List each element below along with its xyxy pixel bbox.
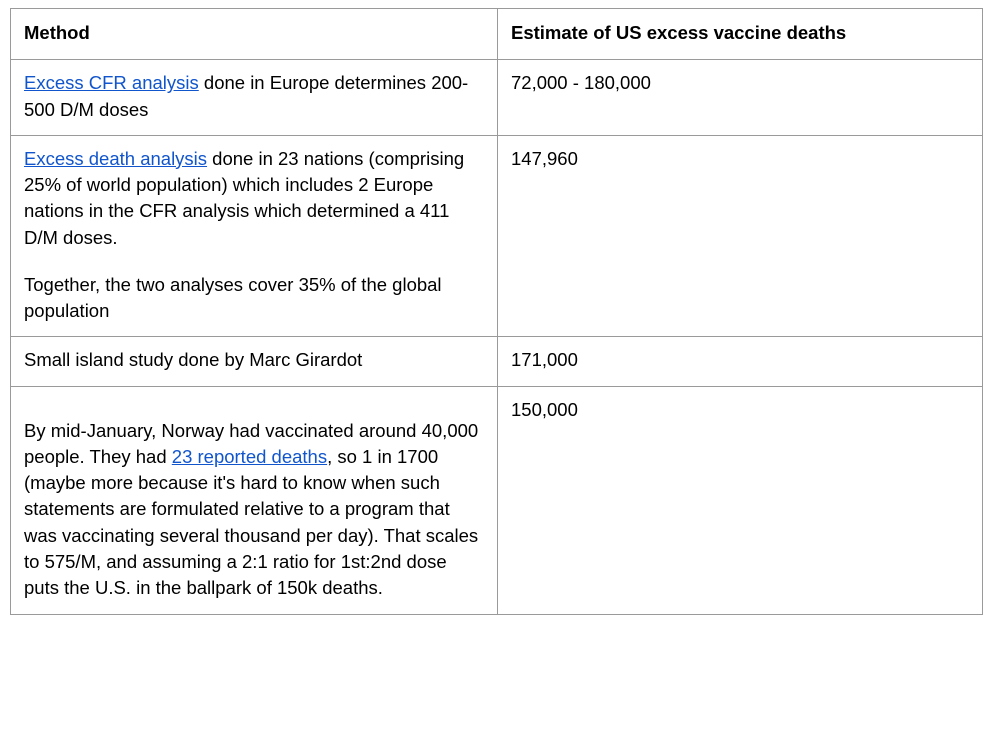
column-header-estimate: Estimate of US excess vaccine deaths: [498, 9, 983, 60]
estimate-value: 147,960: [511, 147, 578, 169]
table-row: [11, 337, 983, 386]
table-row: [11, 135, 983, 337]
estimate-value: 150,000: [511, 398, 578, 420]
cell-estimate: [498, 386, 983, 614]
cell-estimate: [498, 337, 983, 386]
estimate-value: 171,000: [511, 349, 578, 371]
cell-method: [11, 337, 498, 386]
cell-method: [11, 60, 498, 136]
method-text-after: , so 1 in 1700 (maybe more because it's hard to know when such statements are formulated relative to a program that was vaccinating several thousand per day). That scales to 575/M, and assuming a 2:1 ratio for 1st:2nd dose puts the U.S. in the ballpark of 150k deaths.: [24, 445, 479, 599]
method-paragraph-secondary: Together, the two analyses cover 35% of the global population: [24, 273, 442, 322]
excess-death-analysis-link[interactable]: Excess death analysis: [24, 147, 208, 169]
reported-deaths-link[interactable]: 23 reported deaths: [171, 445, 328, 467]
method-paragraph: [24, 418, 484, 602]
method-text: done in Europe determines 200-500 D/M doses: [24, 72, 469, 120]
column-header-method: Method: [11, 9, 498, 60]
table-row: [11, 386, 983, 614]
cell-method: [11, 135, 498, 337]
excess-vaccine-deaths-table: [10, 8, 983, 615]
excess-cfr-analysis-link[interactable]: Excess CFR analysis: [24, 72, 199, 94]
table-header-row: [11, 9, 983, 60]
estimate-value: 72,000 - 180,000: [511, 72, 651, 94]
table-header: [11, 9, 983, 60]
method-paragraph: [24, 70, 484, 123]
method-text-before: By mid-January, Norway had vaccinated around 40,000 people. They had: [24, 419, 479, 467]
table-row: [11, 60, 983, 136]
method-paragraph: Small island study done by Marc Girardot: [24, 349, 363, 371]
cell-estimate: [498, 60, 983, 136]
table-body: [11, 60, 983, 614]
method-paragraph: [24, 146, 484, 251]
cell-estimate: [498, 135, 983, 337]
method-text: done in 23 nations (comprising 25% of world population) which includes 2 Europe nations in the CFR analysis which determined a 411 D/M doses.: [24, 147, 465, 248]
cell-method: [11, 386, 498, 614]
cell-spacer: [24, 397, 484, 418]
